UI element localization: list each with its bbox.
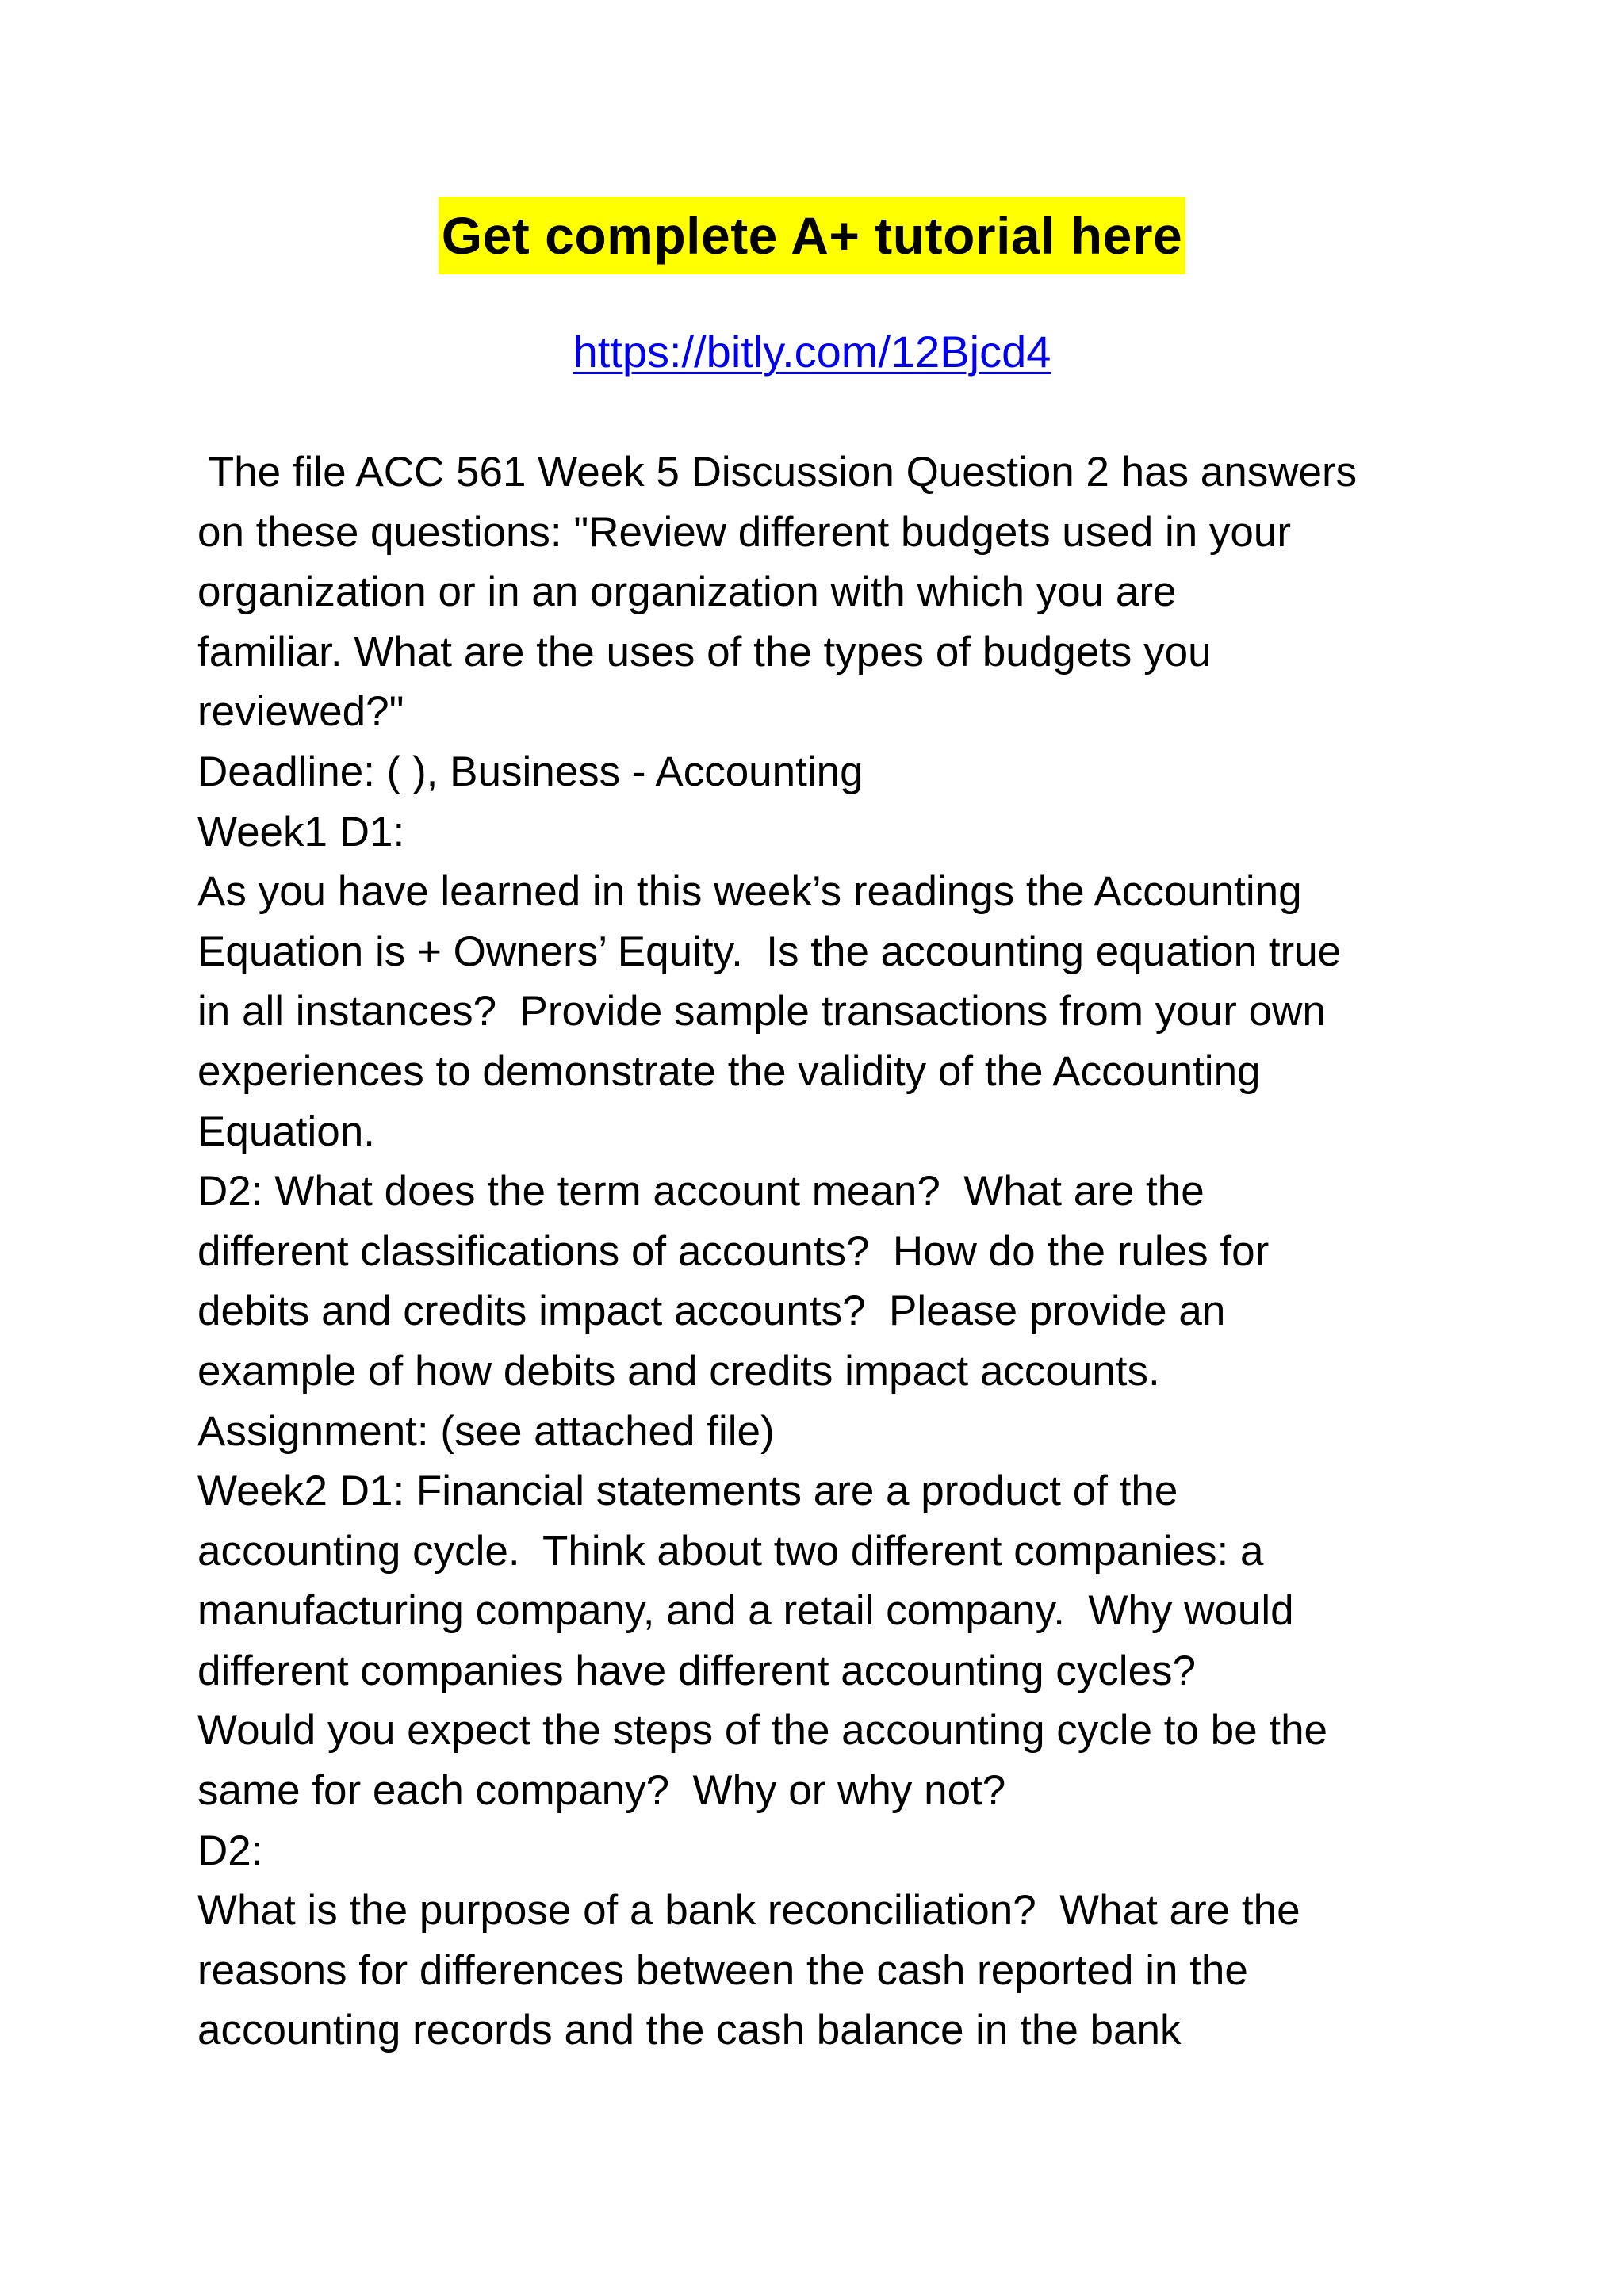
text-line: debits and credits impact accounts? Please provide an — [197, 1288, 1226, 1335]
text-line: accounting records and the cash balance in the bank — [197, 2007, 1182, 2054]
text-line: As you have learned in this week’s readings the Accounting — [197, 868, 1302, 916]
body-text — [197, 442, 1482, 2061]
text-line: Equation is + Owners’ Equity. Is the accounting equation true — [197, 928, 1342, 975]
title-container — [0, 197, 1624, 274]
text-line: reviewed?" — [197, 688, 404, 736]
text-line: example of how debits and credits impact accounts. — [197, 1347, 1160, 1395]
text-line: reasons for differences between the cash reported in the — [197, 1946, 1248, 1994]
text-line: What is the purpose of a bank reconciliation? What are the — [197, 1887, 1300, 1934]
text-line: in all instances? Provide sample transactions from your own — [197, 988, 1326, 1035]
text-line: experiences to demonstrate the validity of the Accounting — [197, 1047, 1261, 1095]
text-line: organization or in an organization with which you are — [197, 568, 1177, 616]
text-line: D2: What does the term account mean? What are the — [197, 1168, 1205, 1215]
link-container — [0, 320, 1624, 384]
page-title: Get complete A+ tutorial here — [439, 197, 1185, 274]
text-line: familiar. What are the uses of the types of budgets you — [197, 628, 1212, 675]
text-line: Would you expect the steps of the accounting cycle to be the — [197, 1707, 1328, 1755]
text-line: accounting cycle. Think about two different companies: a — [197, 1527, 1264, 1575]
text-line: manufacturing company, and a retail company. Why would — [197, 1587, 1294, 1635]
text-line: The file ACC 561 Week 5 Discussion Question 2 has answers — [197, 449, 1358, 496]
text-line: different classifications of accounts? How do the rules for — [197, 1227, 1270, 1275]
text-line: Assignment: (see attached file) — [197, 1407, 775, 1455]
text-line: D2: — [197, 1827, 263, 1874]
text-line: on these questions: "Review different budgets used in your — [197, 508, 1292, 556]
text-line: different companies have different accounting cycles? — [197, 1647, 1197, 1694]
text-line: same for each company? Why or why not? — [197, 1767, 1006, 1815]
text-line: Deadline: ( ), Business - Accounting — [197, 748, 864, 795]
tutorial-link[interactable]: https://bitly.com/12Bjcd4 — [573, 327, 1051, 377]
text-line: Week2 D1: Financial statements are a product of the — [197, 1468, 1178, 1515]
text-line: Week1 D1: — [197, 808, 405, 855]
text-line: Equation. — [197, 1108, 375, 1155]
